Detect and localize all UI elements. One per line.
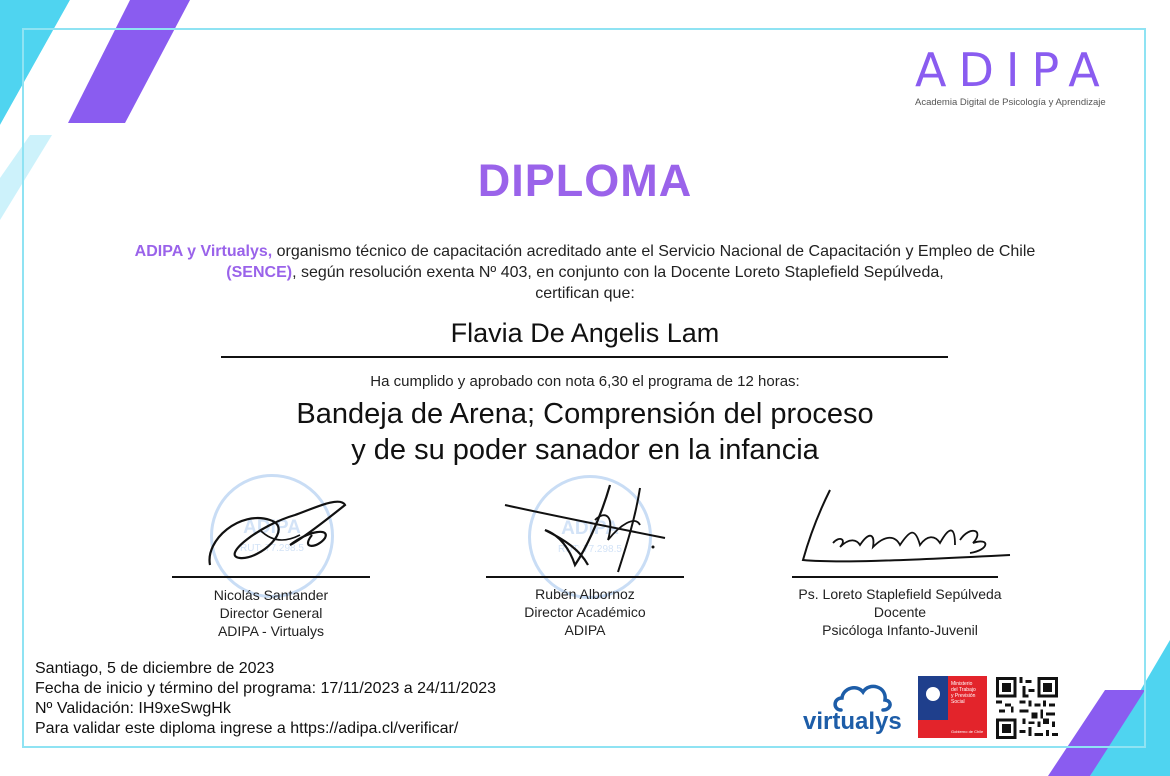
diploma-footer [35, 659, 496, 739]
intro-text-3: certifican que: [535, 285, 635, 302]
qr-code-icon [996, 677, 1058, 739]
footer-program-dates: Fecha de inicio y término del programa: 17/11/2023 a 24/11/2023 [35, 680, 497, 697]
signatory-3-name: Ps. Loreto Staplefield Sepúlveda [798, 586, 1002, 602]
svg-text:Ministerio: Ministerio [951, 681, 973, 687]
signatory-1-org: ADIPA - Virtualys [217, 623, 325, 639]
stamp-1-text: ADIPA [243, 517, 301, 538]
footer-place-date: Santiago, 5 de diciembre de 2023 [35, 660, 275, 677]
intro-text-1: organismo técnico de capacitación acreditado ante el Servicio Nacional de Capacitación y Empleo de Chile [272, 243, 1036, 260]
intro-paragraph [100, 241, 1070, 304]
adipa-wordmark: ADIPA [915, 43, 1112, 97]
signature-line-3 [792, 576, 998, 578]
svg-text:Gobierno de Chile: Gobierno de Chile [951, 729, 984, 734]
signature-santander [200, 490, 360, 575]
footer-verify-url: Para validar este diploma ingrese a https://adipa.cl/verificar/ [35, 720, 459, 737]
svg-text:y Previsión: y Previsión [951, 693, 976, 699]
recipient-underline [221, 356, 948, 358]
course-title-line-1: Bandeja de Arena; Comprensión del proceso [296, 398, 874, 430]
signature-albornoz [500, 480, 675, 580]
stamp-2-text: ADIPA [561, 518, 619, 539]
virtualys-wordmark: virtualys [803, 708, 902, 735]
stamp-1-rut: RUT: 77.298.5 [240, 543, 304, 554]
signatory-3-role: Docente [873, 604, 927, 620]
stamp-2-rut: RUT: 77.298.5 [558, 544, 622, 555]
adipa-subtitle: Academia Digital de Psicología y Aprendizaje [915, 97, 1106, 108]
course-title [0, 396, 1170, 468]
virtualys-logo [803, 680, 915, 740]
signature-line-1 [172, 576, 370, 578]
svg-text:del Trabajo: del Trabajo [951, 687, 976, 693]
svg-text:Social: Social [951, 699, 965, 705]
intro-org: ADIPA y Virtualys, [134, 243, 273, 260]
gobierno-chile-logo [918, 676, 987, 738]
signature-line-2 [486, 576, 684, 578]
diploma-title: DIPLOMA [477, 155, 693, 206]
signatory-2-org: ADIPA [564, 622, 606, 638]
footer-validation-code: Nº Validación: IH9xeSwgHk [35, 700, 231, 717]
signatory-2-name: Rubén Albornoz [535, 586, 635, 602]
signatory-1-role: Director General [219, 605, 323, 621]
recipient-name: Flavia De Angelis Lam [450, 318, 720, 348]
signature-staplefield [795, 485, 1020, 570]
signatory-3 [760, 585, 1040, 639]
signatory-2 [465, 585, 705, 639]
signatory-1 [151, 586, 391, 640]
intro-sence: (SENCE) [226, 264, 293, 281]
adipa-logo [915, 45, 1130, 108]
signatory-3-org: Psicóloga Infanto-Juvenil [822, 622, 978, 638]
signatory-1-name: Nicolás Santander [213, 587, 329, 603]
intro-text-2: , según resolución exenta Nº 403, en conjunto con la Docente Loreto Staplefield Sepúlveda, [292, 264, 944, 281]
course-title-line-2: y de su poder sanador en la infancia [351, 434, 819, 466]
signatory-2-role: Director Académico [524, 604, 646, 620]
approval-text: Ha cumplido y aprobado con nota 6,30 el programa de 12 horas: [370, 373, 800, 390]
